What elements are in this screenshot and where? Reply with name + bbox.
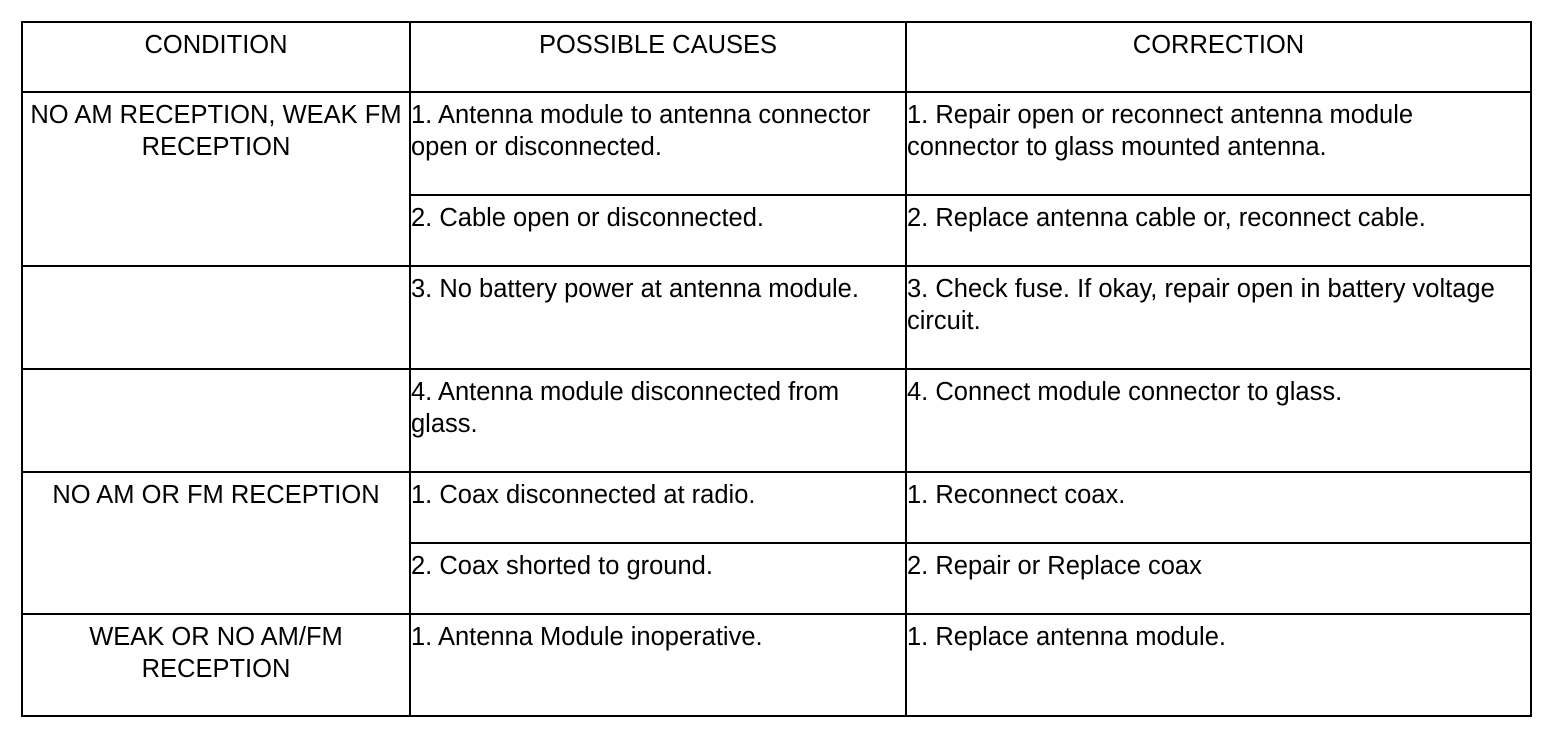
- header-possible-causes: POSSIBLE CAUSES: [410, 22, 906, 92]
- table-row: [22, 92, 1531, 195]
- header-condition: CONDITION: [22, 22, 410, 92]
- cause-cell: 1. Antenna Module inoperative.: [410, 614, 906, 716]
- cause-cell: 1. Coax disconnected at radio.: [410, 472, 906, 543]
- table-header-row: [22, 22, 1531, 92]
- condition-cell: NO AM OR FM RECEPTION: [22, 472, 410, 614]
- condition-cell: WEAK OR NO AM/FM RECEPTION: [22, 614, 410, 716]
- cause-cell: 2. Coax shorted to ground.: [410, 543, 906, 614]
- condition-cell: [22, 266, 410, 369]
- cause-cell: 1. Antenna module to antenna connector open or disconnected.: [410, 92, 906, 195]
- correction-cell: 2. Replace antenna cable or, reconnect cable.: [906, 195, 1531, 266]
- table-row: [22, 266, 1531, 369]
- table-row: [22, 472, 1531, 543]
- cause-cell: 4. Antenna module disconnected from glass.: [410, 369, 906, 472]
- cause-cell: 3. No battery power at antenna module.: [410, 266, 906, 369]
- table-row: [22, 614, 1531, 716]
- header-correction: CORRECTION: [906, 22, 1531, 92]
- correction-cell: 1. Repair open or reconnect antenna module connector to glass mounted antenna.: [906, 92, 1531, 195]
- diagnosis-table-container: [21, 21, 1532, 717]
- condition-cell: [22, 369, 410, 472]
- condition-cell: NO AM RECEPTION, WEAK FM RECEPTION: [22, 92, 410, 266]
- table-row: [22, 369, 1531, 472]
- diagnosis-table: [21, 21, 1532, 717]
- correction-cell: 4. Connect module connector to glass.: [906, 369, 1531, 472]
- correction-cell: 1. Reconnect coax.: [906, 472, 1531, 543]
- cause-cell: 2. Cable open or disconnected.: [410, 195, 906, 266]
- correction-cell: 3. Check fuse. If okay, repair open in battery voltage circuit.: [906, 266, 1531, 369]
- correction-cell: 1. Replace antenna module.: [906, 614, 1531, 716]
- correction-cell: 2. Repair or Replace coax: [906, 543, 1531, 614]
